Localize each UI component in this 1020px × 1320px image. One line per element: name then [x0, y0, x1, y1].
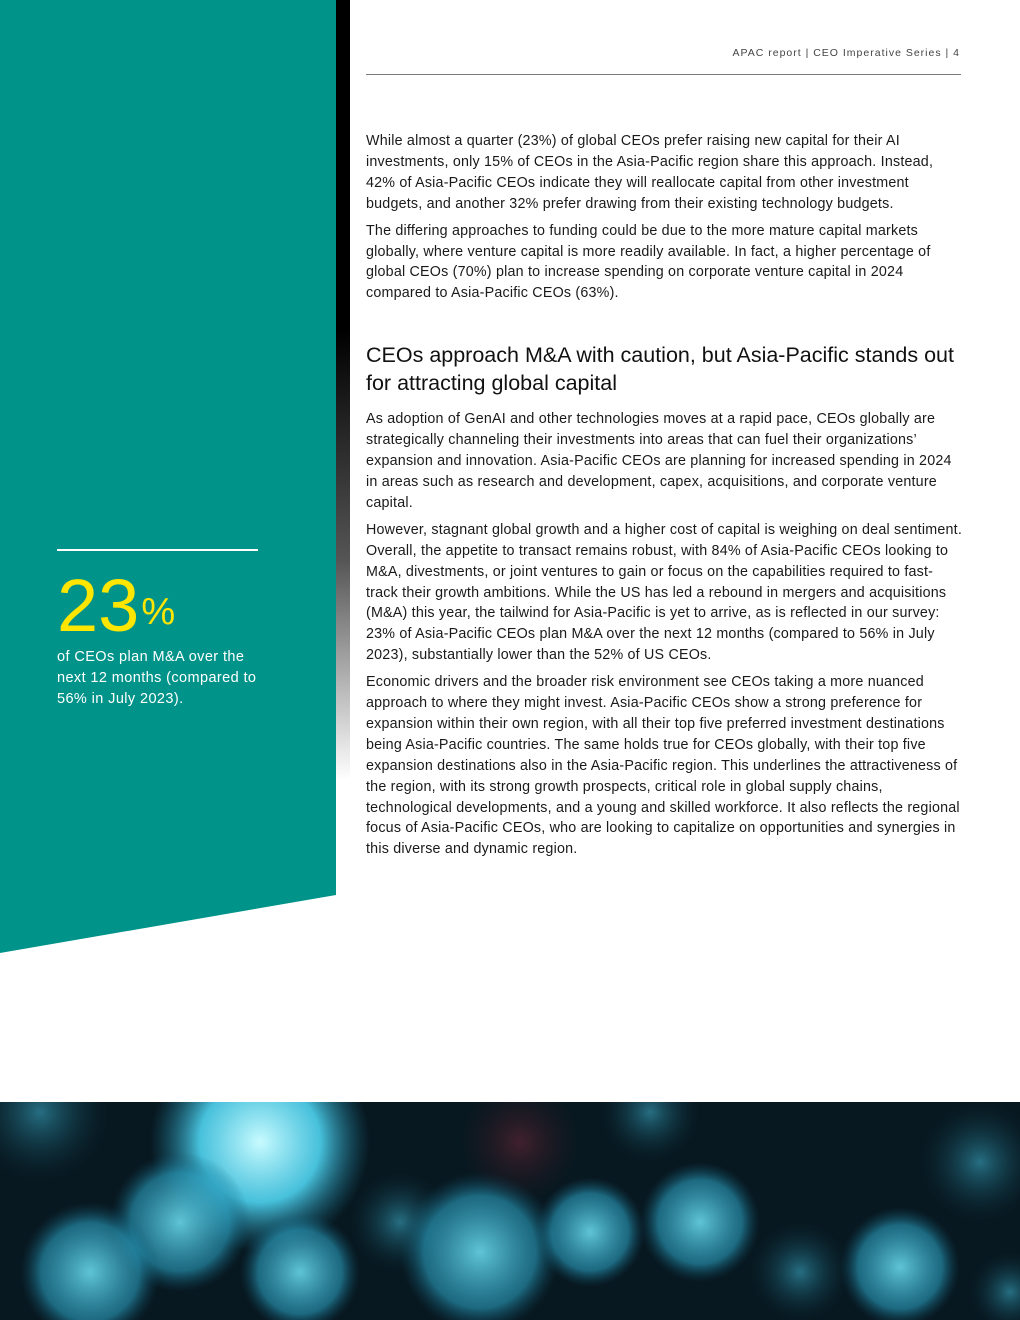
bokeh-lights-image: [0, 1102, 1020, 1320]
dark-accent-strip: [336, 0, 350, 780]
header-divider: [366, 74, 961, 75]
body-paragraph: As adoption of GenAI and other technologies moves at a rapid pace, CEOs globally are strategically channeling their investments into areas that can fuel their organizations’ expansion and innovation. Asia-Pacific CEOs are planning for increased spending in 2024 in areas such as research and development, capex, acquisitions, and corporate venture capital.: [366, 411, 952, 511]
callout-unit: %: [141, 591, 176, 633]
body-paragraph: However, stagnant global growth and a higher cost of capital is weighing on deal sentiment. Overall, the appetite to transact remains robust, with 84% of Asia-Pacific CEOs looking to M&A, divestments, or joint ventures to gain or focus on the capabilities required to fast-track their growth ambitions. While the US has led a rebound in mergers and acquisitions (M&A) this year, the tailwind for Asia-Pacific is yet to arrive, as is reflected in our survey: 23% of Asia-Pacific CEOs plan M&A over the next 12 months (compared to 56% in July 2023), substantially lower than the 52% of US CEOs.: [366, 521, 962, 664]
callout-caption: of CEOs plan M&A over the next 12 months (compared to 56% in July 2023).: [57, 649, 257, 707]
bokeh-graphic: [0, 1102, 1020, 1320]
body-paragraph: Economic drivers and the broader risk environment see CEOs taking a more nuanced approach to where they might invest. Asia-Pacific CEOs show a strong preference for expansion within their own region, with all their top five preferred investment destinations being Asia-Pacific countries. The same holds true for CEOs globally, with their top five expansion destinations also in the Asia-Pacific region. This underlines the attractiveness of the region, with its strong growth prospects, critical role in global supply chains, technological developments, and a young and skilled workforce. It also reflects the regional focus of Asia-Pacific CEOs, who are looking to capitalize on opportunities and synergies in this diverse and dynamic region.: [366, 674, 960, 858]
body-paragraph: The differing approaches to funding could be due to the more mature capital markets globally, where venture capital is more readily available. In fact, a higher percentage of global CEOs (70%) plan to increase spending on corporate venture capital in 2024 compared to Asia-Pacific CEOs (63%).: [366, 222, 931, 302]
callout-stat: [57, 566, 175, 646]
body-paragraph: While almost a quarter (23%) of global CEOs prefer raising new capital for their AI investments, only 15% of CEOs in the Asia-Pacific region share this approach. Instead, 42% of Asia-Pacific CEOs indicate they will reallocate capital from other investment budgets, and another 32% prefer drawing from their existing technology budgets.: [366, 133, 934, 212]
page-header: APAC report | CEO Imperative Series | 4: [732, 47, 960, 59]
callout-divider: [57, 549, 258, 551]
main-content: [366, 131, 964, 866]
callout-number: 23: [57, 564, 140, 647]
section-heading: CEOs approach M&A with caution, but Asia-Pacific stands out for attracting global capital: [366, 343, 954, 395]
